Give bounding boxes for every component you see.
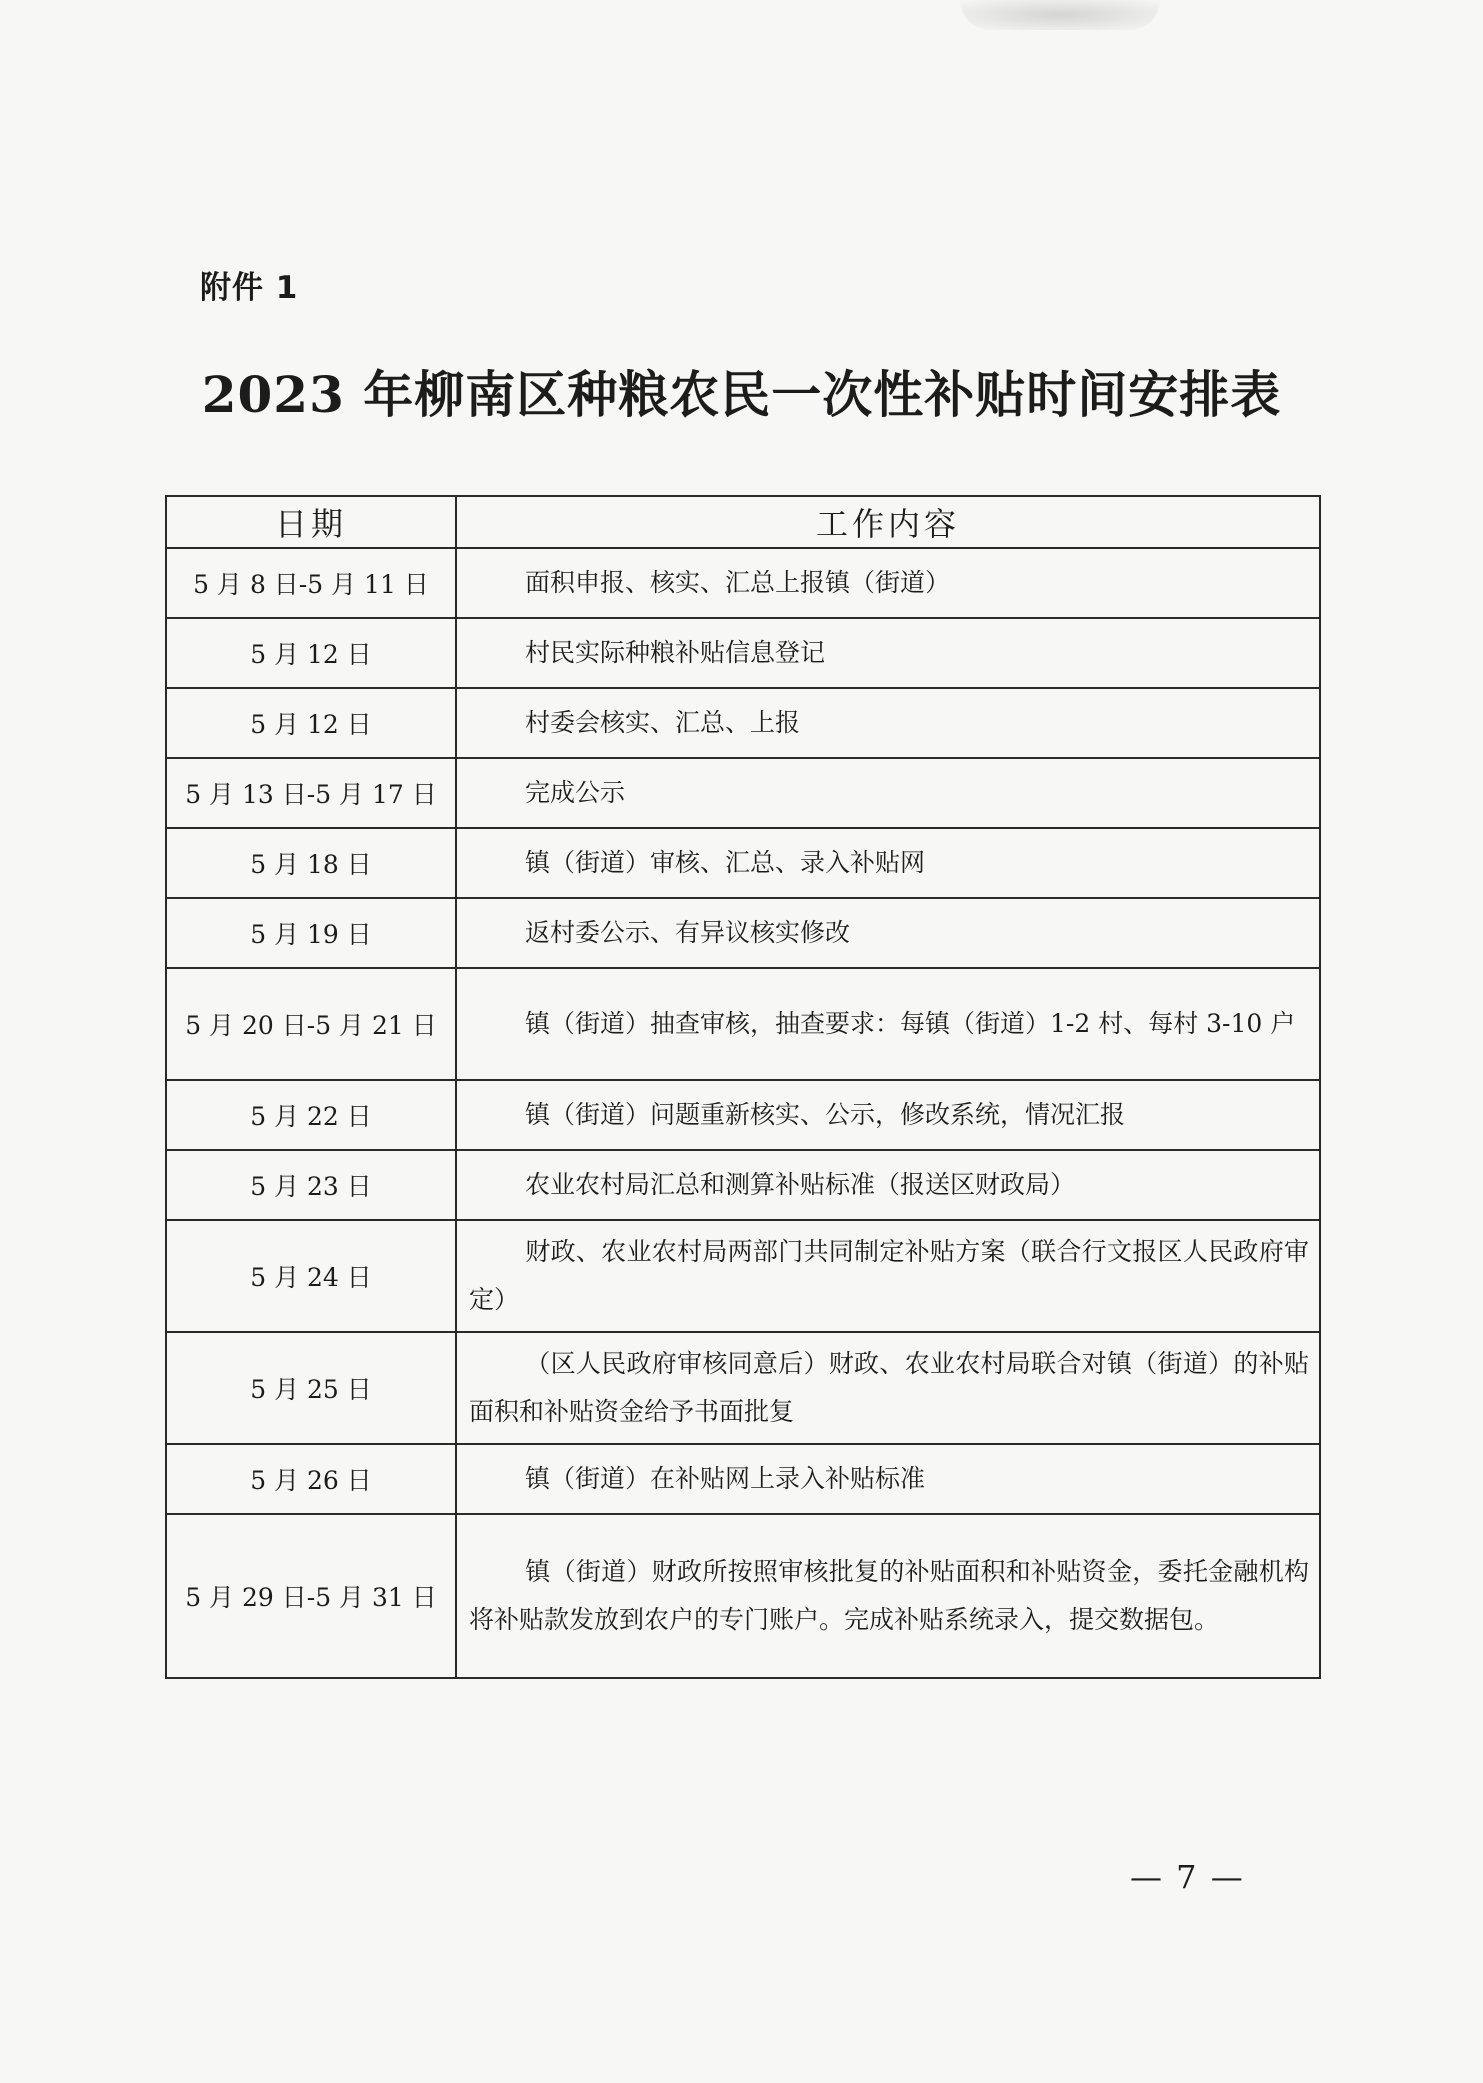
row-content-text: 面积申报、核实、汇总上报镇（街道） [525, 568, 951, 597]
table-row [166, 898, 1320, 968]
table-row [166, 828, 1320, 898]
row-date: 5 月 29 日-5 月 31 日 [166, 1514, 456, 1678]
row-content-text: （区人民政府审核同意后）财政、农业农村局联合对镇（街道）的补贴面积和补贴资金给予书面批复 [469, 1349, 1309, 1426]
row-content [456, 758, 1320, 828]
attachment-label: 附件 1 [200, 270, 299, 306]
row-content [456, 1332, 1320, 1444]
row-content [456, 1220, 1320, 1332]
row-content [456, 898, 1320, 968]
table-row [166, 758, 1320, 828]
row-date: 5 月 24 日 [166, 1220, 456, 1332]
document-title: 2023 年柳南区种粮农民一次性补贴时间安排表 [201, 365, 1282, 424]
row-date: 5 月 8 日-5 月 11 日 [166, 548, 456, 618]
row-date: 5 月 26 日 [166, 1444, 456, 1514]
table-row [166, 1220, 1320, 1332]
table-row [166, 618, 1320, 688]
row-content-text: 财政、农业农村局两部门共同制定补贴方案（联合行文报区人民政府审定） [469, 1237, 1309, 1314]
table-row [166, 548, 1320, 618]
row-content [456, 618, 1320, 688]
row-content-text: 完成公示 [525, 778, 626, 807]
page-number: — 7 — [1130, 1858, 1245, 1896]
row-date: 5 月 23 日 [166, 1150, 456, 1220]
row-content-text: 镇（街道）财政所按照审核批复的补贴面积和补贴资金，委托金融机构将补贴款发放到农户的专门账户。完成补贴系统录入，提交数据包。 [469, 1557, 1309, 1634]
schedule-table [165, 495, 1321, 1679]
table-row [166, 1444, 1320, 1514]
row-content [456, 688, 1320, 758]
row-content-text: 村委会核实、汇总、上报 [525, 708, 801, 737]
table-row [166, 688, 1320, 758]
table-row [166, 1080, 1320, 1150]
row-content [456, 968, 1320, 1080]
row-date: 5 月 13 日-5 月 17 日 [166, 758, 456, 828]
row-content [456, 1444, 1320, 1514]
row-content-text: 镇（街道）在补贴网上录入补贴标准 [525, 1464, 926, 1493]
table-row [166, 1150, 1320, 1220]
row-content-text: 农业农村局汇总和测算补贴标准（报送区财政局） [525, 1170, 1076, 1199]
table-row [166, 968, 1320, 1080]
row-content-text: 村民实际种粮补贴信息登记 [525, 638, 826, 667]
row-content-text: 镇（街道）问题重新核实、公示，修改系统，情况汇报 [525, 1100, 1126, 1129]
table-row [166, 1332, 1320, 1444]
row-date: 5 月 25 日 [166, 1332, 456, 1444]
row-content-text: 镇（街道）审核、汇总、录入补贴网 [525, 848, 926, 877]
row-content [456, 548, 1320, 618]
column-header-work-content: 工作内容 [456, 496, 1320, 548]
row-date: 5 月 18 日 [166, 828, 456, 898]
column-header-date: 日期 [166, 496, 456, 548]
row-content [456, 1514, 1320, 1678]
scan-shadow [960, 0, 1160, 30]
row-content [456, 1080, 1320, 1150]
row-content [456, 1150, 1320, 1220]
row-content [456, 828, 1320, 898]
row-date: 5 月 19 日 [166, 898, 456, 968]
row-date: 5 月 12 日 [166, 688, 456, 758]
row-content-text: 返村委公示、有异议核实修改 [525, 918, 851, 947]
row-content-text: 镇（街道）抽查审核，抽查要求：每镇（街道）1-2 村、每村 3-10 户 [525, 1009, 1296, 1038]
row-date: 5 月 22 日 [166, 1080, 456, 1150]
row-date: 5 月 12 日 [166, 618, 456, 688]
row-date: 5 月 20 日-5 月 21 日 [166, 968, 456, 1080]
table-row [166, 1514, 1320, 1678]
table-header-row [166, 496, 1320, 548]
